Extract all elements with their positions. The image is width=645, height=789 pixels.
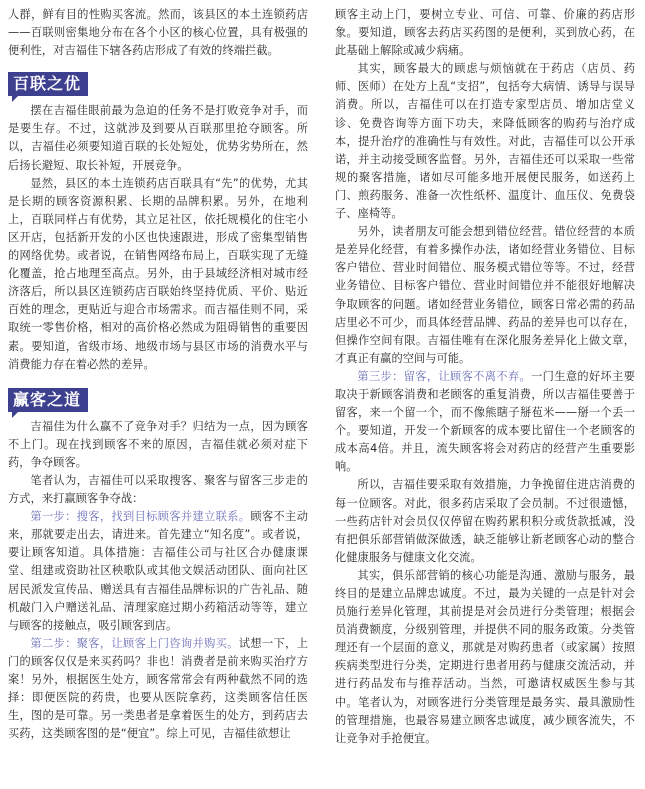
left-column bbox=[8, 6, 308, 743]
section-title-winning-customers: 赢客之道 bbox=[8, 388, 88, 412]
step1-label: 第一步：搜客，找到目标顾客并建立联系。 bbox=[30, 510, 251, 524]
section1-paragraph-2: 显然，县区的本土连锁药店百联具有“先”的优势，尤其是长期的顾客资源积累、长期的品牌积累。另外，在地利上，百联同样占有优势，其立足社区，依托规模化的住宅小区开店，包括新开发的小区也快速跟进，形成了密集型销售的网络优势。或者说，在销售网络布局上，百联实现了无缝化覆盖，抢占地理至高点。另外，由于县域经济相对城市经济落后，所以县区连锁药店百联始终坚持优质、平价、贴近百姓的理念，更贴近与迎合市场需求。而吉福佳则不同，采取统一零售价格，相对的高价格必然成为阻碍销售的重要因素。要知道，省级市场、地级市场与县区市场的消费水平与消费能力存在着必然的差异。 bbox=[8, 176, 308, 371]
section2-paragraph-1: 吉福佳为什么赢不了竞争对手？归结为一点，因为顾客不上门。现在找到顾客不来的原因，吉福佳就必须对症下药，争夺顾客。 bbox=[8, 419, 308, 469]
section1-paragraph-1: 摆在吉福佳眼前最为急迫的任务不是打败竞争对手，而是要生存。不过，这就涉及到要从百联那里抢夺顾客。所以，吉福佳必须要知道百联的长处短处，优势劣势所在，然后扬长避短、取长补短，开展竞争。 bbox=[8, 104, 308, 172]
section-title-bailian-advantage: 百联之优 bbox=[8, 72, 88, 96]
section2-paragraph-2: 笔者认为，吉福佳可以采取搜客、聚客与留客三步走的方式，来打赢顾客争夺战： bbox=[8, 473, 308, 506]
step2-label: 第二步：聚客，让顾客上门咨询并购买。 bbox=[30, 636, 239, 650]
step2-paragraph bbox=[8, 635, 308, 744]
continued-paragraph: 顾客主动上门，要树立专业、可信、可靠、价廉的药店形象。要知道，顾客去药店买药图的是便利，买到放心药，在此基础上解除或减少病痛。 bbox=[335, 8, 635, 58]
step3-paragraph bbox=[335, 368, 635, 477]
step1-text: 顾客不主动来，那就要走出去，请进来。首先建立“知名度”。或者说，要让顾客知道。具体措施：吉福佳公司与社区合办健康课堂、组建或资助社区秧歌队或其他文娱活动团队、面向社区居民派发宣传品、赠送具有吉福佳品牌标识的广告礼品、随机敲门入户赠送礼品、清理家庭过期小药箱活动等等，建立与顾客的接触点，吸引顾客到店。 bbox=[8, 510, 308, 632]
right-paragraph-3: 所以，吉福佳要采取有效措施，力争挽留住进店消费的每一位顾客。对此，很多药店采取了会员制。不过很遗憾，一些药店针对会员仅仅停留在购药累积积分或货款抵减，没有把俱乐部营销做深做透，缺乏能够让新老顾客心动的整合化健康服务与健康文化交流。 bbox=[335, 478, 635, 564]
intro-paragraph: 人群，鲜有目的性购买客流。然而，该县区的本土连锁药店——百联则密集地分布在各个小区的核心位置，具有极强的便利性，对吉福佳下辖各药店形成了有效的终端拦截。 bbox=[8, 8, 308, 58]
right-paragraph-1: 其实，顾客最大的顾虑与烦恼就在于药店（店员、药师、医师）在处方上乱“支招”，包括夸大病情、诱导与误导消费。所以，吉福佳可以在打造专家型店员、增加店堂义诊、免费咨询等方面下功夫，来降低顾客的购药与治疗成本，提升治疗的准确性与有效性。对此，吉福佳可以公开承诺，并主动接受顾客监督。另外，吉福佳还可以采取一些常规的聚客措施，诸如尽可能多地开展便民服务，如送药上门、煎药服务、准备一次性纸杯、温度计、血压仪、免费袋子、座椅等。 bbox=[335, 62, 635, 221]
step2-text: 试想一下，上门的顾客仅仅是来买药吗？非也！消费者是前来购买治疗方案！另外，根据医生处方，顾客常常会有两种截然不同的选择：即便医院的药贵，也要从医院拿药，这类顾客信任医生，图的是可靠。另一类患者是拿着医生的处方，到药店去买药，这类顾客图的是“便宜”。综上可见，吉福佳欲想让 bbox=[8, 636, 308, 741]
right-column bbox=[335, 6, 635, 748]
step3-label: 第三步：留客，让顾客不离不弃。 bbox=[357, 369, 532, 383]
step1-paragraph bbox=[8, 508, 308, 635]
right-paragraph-2: 另外，读者朋友可能会想到错位经营。错位经营的本质是差异化经营，有着多操作办法，诸如经营业务错位、目标客户错位、营业时间错位、服务模式错位等等。不过，经营业务错位、目标客户错位、营业时间错位并不能很好地解决争取顾客的问题。诸如经营业务错位，顾客日常必需的药品店里必不可少，而具体经营品牌、药品的差异也可以存在，但操作空间有限。吉福佳唯有在深化服务差异化上做文章，才真正有赢的空间与可能。 bbox=[335, 225, 635, 365]
step3-text: 一门生意的好坏主要取决于新顾客消费和老顾客的重复消费，所以吉福佳要善于留客，来一个留一个，而不像熊瞎子掰苞米——掰一个丢一个。要知道，开发一个新顾客的成本要比留住一个老顾客的成本高4倍。并且，流失顾客将会对药店的经营产生重要影响。 bbox=[335, 369, 635, 474]
right-paragraph-4: 其实，俱乐部营销的核心功能是沟通、激励与服务，最终目的是建立品牌忠诚度。不过，最为关键的一点是针对会员施行差异化管理，其前提是对会员进行分类管理；根据会员消费额度，分级别管理，并提供不同的服务政策。分类管理还有一个层面的意义，那就是对购药患者（或家属）按照疾病类型进行分类，定期进行患者用药与健康交流活动，并进行药品发布与推荐活动。当然，可邀请权威医生参与其中。笔者认为，对顾客进行分类管理是最务实、最具激励性的管理措施，也最容易建立顾客忠诚度，减少顾客流失，不让竞争对手抢便宜。 bbox=[335, 568, 635, 745]
